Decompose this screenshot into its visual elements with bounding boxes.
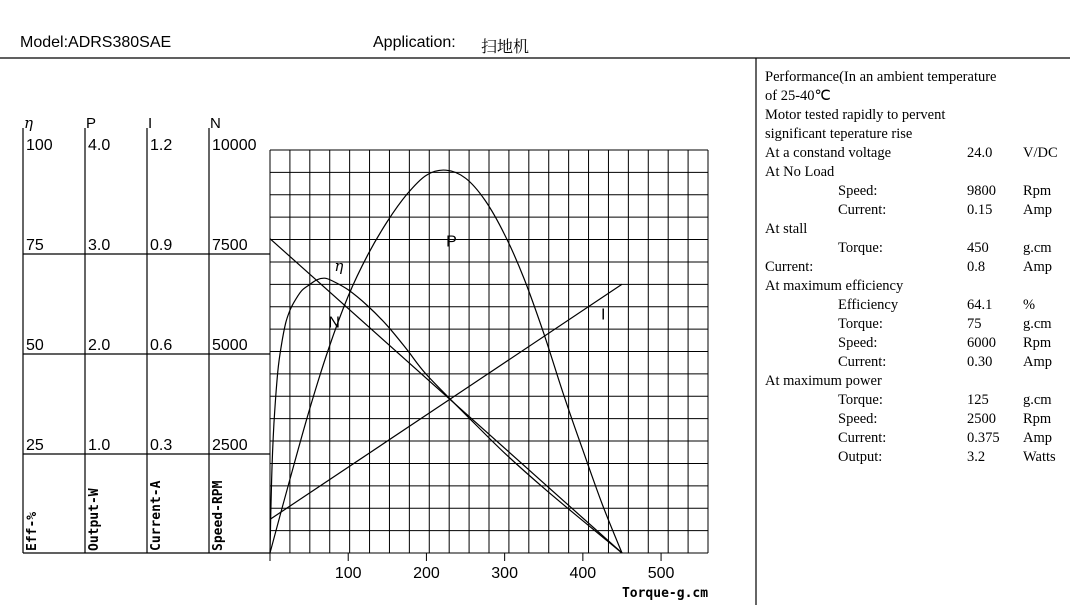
- no-load-current-value: 0.15: [967, 202, 993, 218]
- max-power-speed-value: 2500: [967, 411, 996, 427]
- max-power-heading: At maximum power: [765, 373, 882, 389]
- max-power-torque-unit: g.cm: [1023, 392, 1052, 408]
- y-axis-title-2: Current-A: [149, 480, 164, 551]
- perf-note-2: significant teperature rise: [765, 126, 913, 142]
- x-tick-label: 100: [334, 565, 362, 582]
- max-eff-torque-value: 75: [967, 316, 982, 332]
- series-label-I: I: [600, 306, 606, 324]
- max-power-speed-label: Speed:: [838, 411, 878, 427]
- max-power-current-label: Current:: [838, 430, 887, 446]
- max-power-torque-value: 125: [967, 392, 989, 408]
- series-I-line: [270, 284, 622, 519]
- max-eff-efficiency-label: Efficiency: [838, 297, 899, 313]
- perf-title-temp: of 25-40℃: [765, 88, 831, 104]
- x-tick-label: 300: [491, 565, 518, 582]
- max-power-output-value: 3.2: [967, 449, 986, 465]
- y-axis-tick-label-2: 0.3: [150, 437, 173, 454]
- stall-current-value: 0.8: [967, 259, 986, 275]
- y-axis-tick-label-0: 75: [26, 237, 44, 254]
- y-axis-tick-label-1: 3.0: [88, 237, 111, 254]
- no-load-speed-value: 9800: [967, 183, 996, 199]
- y-axis-title-1: Output-W: [87, 488, 102, 551]
- y-axis-tick-label-0: 100: [26, 137, 53, 154]
- y-axis-tick-label-1: 2.0: [88, 337, 111, 354]
- y-axis-symbol-3: N: [210, 115, 221, 132]
- series-P-line: [270, 170, 622, 553]
- y-axis-tick-label-2: 0.9: [150, 237, 173, 254]
- y-axis-symbol-0: η: [24, 114, 33, 132]
- y-axis-tick-label-3: 5000: [212, 337, 248, 354]
- max-power-current-value: 0.375: [967, 430, 1000, 446]
- max-eff-current-label: Current:: [838, 354, 887, 370]
- voltage-label: At a constand voltage: [765, 145, 892, 161]
- stall-current-label: Current:: [765, 259, 814, 275]
- max-eff-speed-label: Speed:: [838, 335, 878, 351]
- application-value: 扫地机: [481, 39, 530, 56]
- y-axis-tick-label-3: 2500: [212, 437, 248, 454]
- max-eff-efficiency-value: 64.1: [967, 297, 993, 313]
- max-eff-speed-unit: Rpm: [1023, 335, 1052, 351]
- y-axis-tick-label-1: 1.0: [88, 437, 111, 454]
- max-eff-current-unit: Amp: [1023, 354, 1052, 370]
- max-eff-current-value: 0.30: [967, 354, 993, 370]
- no-load-heading: At No Load: [765, 164, 835, 180]
- voltage-value: 24.0: [967, 145, 993, 161]
- max-eff-efficiency-unit: %: [1023, 297, 1036, 313]
- max-eff-heading: At maximum efficiency: [765, 278, 904, 294]
- x-axis-label: Torque-g.cm: [621, 586, 709, 601]
- model-label: Model:ADRS380SAE: [20, 34, 172, 51]
- max-power-output-unit: Watts: [1023, 449, 1056, 465]
- x-axis: [270, 553, 708, 601]
- y-axis-tick-label-1: 4.0: [88, 137, 111, 154]
- x-tick-label: 200: [413, 565, 440, 582]
- y-axis-tick-label-3: 10000: [212, 137, 257, 154]
- stall-heading: At stall: [765, 221, 808, 237]
- no-load-speed-label: Speed:: [838, 183, 878, 199]
- y-axis-symbol-1: P: [86, 115, 97, 132]
- y-axis-title-0: Eff-%: [25, 511, 40, 551]
- x-tick-label: 500: [647, 565, 675, 582]
- max-power-torque-label: Torque:: [838, 392, 883, 408]
- perf-note-1: Motor tested rapidly to pervent: [765, 107, 946, 123]
- max-power-output-label: Output:: [838, 449, 883, 465]
- max-eff-speed-value: 6000: [967, 335, 996, 351]
- stall-torque-unit: g.cm: [1023, 240, 1052, 256]
- max-eff-torque-label: Torque:: [838, 316, 883, 332]
- no-load-current-label: Current:: [838, 202, 887, 218]
- stall-current-unit: Amp: [1023, 259, 1052, 275]
- max-eff-torque-unit: g.cm: [1023, 316, 1052, 332]
- y-axis-title-3: Speed-RPM: [211, 480, 226, 551]
- y-axis-tick-label-3: 7500: [212, 237, 248, 254]
- series-label-P: P: [446, 233, 457, 251]
- no-load-current-unit: Amp: [1023, 202, 1052, 218]
- y-axis-symbol-2: I: [148, 115, 153, 132]
- stall-torque-value: 450: [967, 240, 989, 256]
- y-axis-tick-label-0: 25: [26, 437, 44, 454]
- y-axis-tick-label-0: 50: [26, 337, 44, 354]
- no-load-speed-unit: Rpm: [1023, 183, 1052, 199]
- max-power-current-unit: Amp: [1023, 430, 1052, 446]
- series-label-eta: η: [334, 256, 344, 275]
- chart-grid: [270, 150, 708, 553]
- performance-panel: [765, 68, 1070, 467]
- x-tick-label: 400: [569, 565, 597, 582]
- y-axis-tick-label-2: 1.2: [150, 137, 173, 154]
- series-label-N: N: [328, 314, 340, 332]
- y-axes-panel: [23, 114, 270, 553]
- stall-torque-label: Torque:: [838, 240, 883, 256]
- max-power-speed-unit: Rpm: [1023, 411, 1052, 427]
- y-axis-tick-label-2: 0.6: [150, 337, 173, 354]
- perf-title: Performance(In an ambient temperature: [765, 69, 997, 85]
- chart-series: [270, 170, 622, 553]
- application-label: Application:: [373, 34, 456, 51]
- voltage-unit: V/DC: [1023, 145, 1058, 161]
